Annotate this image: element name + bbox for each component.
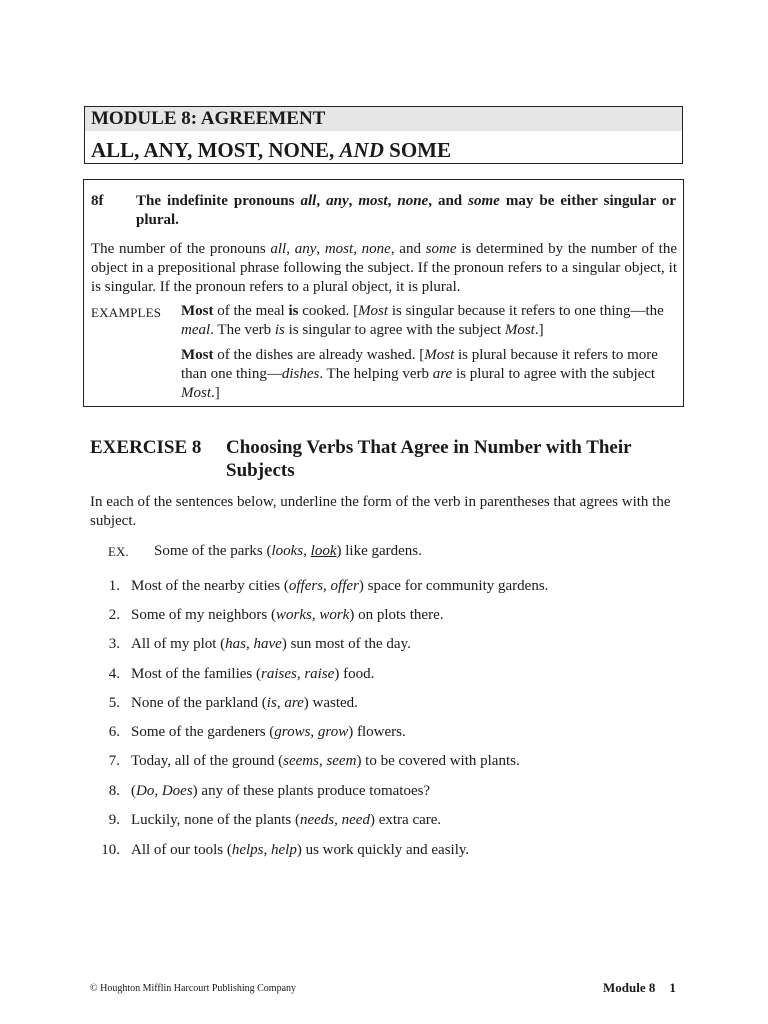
example-text: is singular because it refers to one thing—the xyxy=(388,303,664,319)
example-italic: Most xyxy=(181,385,211,401)
explanation-pronoun: any xyxy=(294,241,317,257)
example-italic: Most xyxy=(504,322,535,338)
verb-option: seems xyxy=(283,753,319,769)
module-header-box xyxy=(84,106,683,164)
rule-text: , xyxy=(387,193,398,209)
example-italic: Most xyxy=(358,303,389,319)
example-text: of the dishes are already washed. [ xyxy=(213,347,425,363)
item-number: 4. xyxy=(108,666,120,682)
exercise-item xyxy=(96,577,548,596)
item-text: , xyxy=(318,753,327,769)
example-tag: EX. xyxy=(108,544,129,559)
explanation-text: , xyxy=(353,241,362,257)
example-subject: Most xyxy=(181,303,214,319)
exercise-item xyxy=(96,606,443,625)
rule-statement xyxy=(136,192,676,230)
item-text: ) wasted. xyxy=(303,695,358,711)
pronoun-none: none xyxy=(397,193,429,209)
verb-option: has xyxy=(225,636,247,652)
exercise-item xyxy=(96,752,520,771)
exercise-item xyxy=(96,841,469,860)
item-text: , xyxy=(276,695,285,711)
module-title-italic: AND xyxy=(339,138,384,162)
examples-label: EXAMPLES xyxy=(91,305,162,320)
verb-option: Do xyxy=(136,783,155,799)
exercise-item xyxy=(96,694,358,713)
exercise-title: Choosing Verbs That Agree in Number with Their Subjects xyxy=(226,437,632,481)
rule-text: , xyxy=(348,193,359,209)
item-text: ) any of these plants produce tomatoes? xyxy=(192,783,431,799)
example-answer-underlined xyxy=(311,543,337,559)
item-text: , xyxy=(263,842,271,858)
item-number: 5. xyxy=(108,695,120,711)
example-text: cooked. [ xyxy=(298,303,359,319)
example-text: of the meal xyxy=(213,303,289,319)
item-text: , xyxy=(334,812,342,828)
module-title-part: SOME xyxy=(383,138,451,162)
verb-option: offers xyxy=(288,578,324,594)
verb-option: needs xyxy=(299,812,335,828)
verb-option: are xyxy=(284,695,304,711)
module-label: MODULE 8: AGREEMENT xyxy=(85,107,682,131)
verb-option: offer xyxy=(330,578,359,594)
verb-option: raise xyxy=(304,666,335,682)
verb-option: need xyxy=(341,812,370,828)
explanation-text: , xyxy=(286,241,295,257)
item-text: ) us work quickly and easily. xyxy=(296,842,470,858)
example-italic: Most xyxy=(424,347,455,363)
explanation-pronoun: some xyxy=(425,241,457,257)
rule-text: The indefinite pronouns xyxy=(136,193,301,209)
example-sentence xyxy=(154,542,422,561)
item-text: All of our tools ( xyxy=(131,842,232,858)
item-number: 8. xyxy=(108,783,120,799)
item-text: None of the parkland ( xyxy=(131,695,267,711)
example-text: ) like gardens. xyxy=(336,543,422,559)
example-text: is singular to agree with the subject xyxy=(284,322,505,338)
example-text: Some of the parks ( xyxy=(154,543,272,559)
item-text: Most of the families ( xyxy=(131,666,261,682)
example-1 xyxy=(181,302,673,340)
explanation-text: , xyxy=(316,241,325,257)
item-text: ) space for community gardens. xyxy=(358,578,549,594)
page-footer xyxy=(603,980,676,996)
module-title xyxy=(91,137,451,163)
exercise-item xyxy=(96,811,441,830)
example-text: . The verb xyxy=(210,322,275,338)
explanation-pronoun: most xyxy=(324,241,354,257)
rule-box xyxy=(83,179,684,407)
item-text: ) to be covered with plants. xyxy=(356,753,520,769)
item-text: ( xyxy=(131,783,136,799)
verb-option: have xyxy=(253,636,282,652)
verb-option: helps xyxy=(231,842,264,858)
item-number: 10. xyxy=(101,842,120,858)
example-text: , xyxy=(303,543,311,559)
item-number: 1. xyxy=(108,578,120,594)
example-italic: is xyxy=(274,322,285,338)
verb-option: raises xyxy=(260,666,297,682)
item-text: , xyxy=(310,724,318,740)
module-title-part: ALL, ANY, MOST, NONE, xyxy=(91,138,340,162)
page-number: 1 xyxy=(669,980,676,995)
example-2 xyxy=(181,346,673,403)
rule-text: , and xyxy=(428,193,469,209)
verb-option: grow xyxy=(317,724,349,740)
item-text: ) extra care. xyxy=(369,812,442,828)
verb-option: help xyxy=(271,842,297,858)
copyright-notice: © Houghton Mifflin Harcourt Publishing Company xyxy=(90,983,297,994)
verb-option: grows xyxy=(274,724,311,740)
example-text: .] xyxy=(211,385,220,401)
item-text: , xyxy=(154,783,162,799)
verb-option: is xyxy=(266,695,277,711)
item-text: , xyxy=(296,666,305,682)
verb-option: seem xyxy=(326,753,357,769)
example-verb: is xyxy=(288,303,299,319)
pronoun-most: most xyxy=(358,193,388,209)
rule-text: , xyxy=(316,193,327,209)
exercise-item xyxy=(96,665,374,684)
item-text: Most of the nearby cities ( xyxy=(131,578,289,594)
verb-option: works xyxy=(275,607,312,623)
footer-module: Module 8 xyxy=(603,980,656,995)
exercise-item xyxy=(96,723,406,742)
item-text: , xyxy=(311,607,320,623)
example-option: look xyxy=(310,543,337,559)
explanation-pronoun: none xyxy=(361,241,391,257)
explanation-text: is determined by the number of the object in a prepositional phrase following the subject. If the pronoun refers to a singular object, it is singular. If the pronoun refers to a plural object, it is plural. xyxy=(91,241,677,295)
example-text: .] xyxy=(534,322,544,338)
exercise-label: EXERCISE 8 xyxy=(90,437,202,458)
pronoun-all: all xyxy=(300,193,317,209)
example-text: is plural to agree with the subject xyxy=(452,366,656,382)
verb-option: work xyxy=(319,607,350,623)
pronoun-any: any xyxy=(326,193,349,209)
example-option: looks xyxy=(271,543,304,559)
item-text: All of my plot ( xyxy=(131,636,226,652)
explanation-paragraph xyxy=(91,240,677,297)
item-text: Some of my neighbors ( xyxy=(131,607,276,623)
explanation-pronoun: all xyxy=(270,241,287,257)
item-number: 9. xyxy=(108,812,120,828)
item-text: Today, all of the ground ( xyxy=(131,753,284,769)
exercise-item xyxy=(96,635,411,654)
rule-number: 8f xyxy=(91,193,104,209)
rule-text: may be either singular or plural. xyxy=(136,193,677,228)
example-text: is plural because it refers to more than one thing— xyxy=(181,347,658,382)
item-text: ) sun most of the day. xyxy=(281,636,411,652)
pronoun-some: some xyxy=(468,193,500,209)
verb-option: Does xyxy=(161,783,193,799)
example-text: . The helping verb xyxy=(319,366,433,382)
item-text: , xyxy=(246,636,254,652)
example-italic: are xyxy=(432,366,453,382)
example-italic: meal xyxy=(181,322,211,338)
explanation-text: The number of the pronouns xyxy=(91,241,271,257)
item-text: Some of the gardeners ( xyxy=(131,724,275,740)
example-subject: Most xyxy=(181,347,214,363)
item-text: ) flowers. xyxy=(348,724,406,740)
item-text: , xyxy=(323,578,331,594)
example-italic: dishes xyxy=(281,366,320,382)
item-number: 6. xyxy=(108,724,120,740)
item-number: 3. xyxy=(108,636,120,652)
item-text: ) food. xyxy=(334,666,375,682)
exercise-instructions: In each of the sentences below, underline the form of the verb in parentheses that agrees with the subject. xyxy=(90,494,671,529)
exercise-item xyxy=(96,782,430,801)
item-number: 2. xyxy=(108,607,120,623)
item-text: ) on plots there. xyxy=(349,607,444,623)
explanation-text: , and xyxy=(390,241,426,257)
item-number: 7. xyxy=(108,753,120,769)
item-text: Luckily, none of the plants ( xyxy=(131,812,300,828)
